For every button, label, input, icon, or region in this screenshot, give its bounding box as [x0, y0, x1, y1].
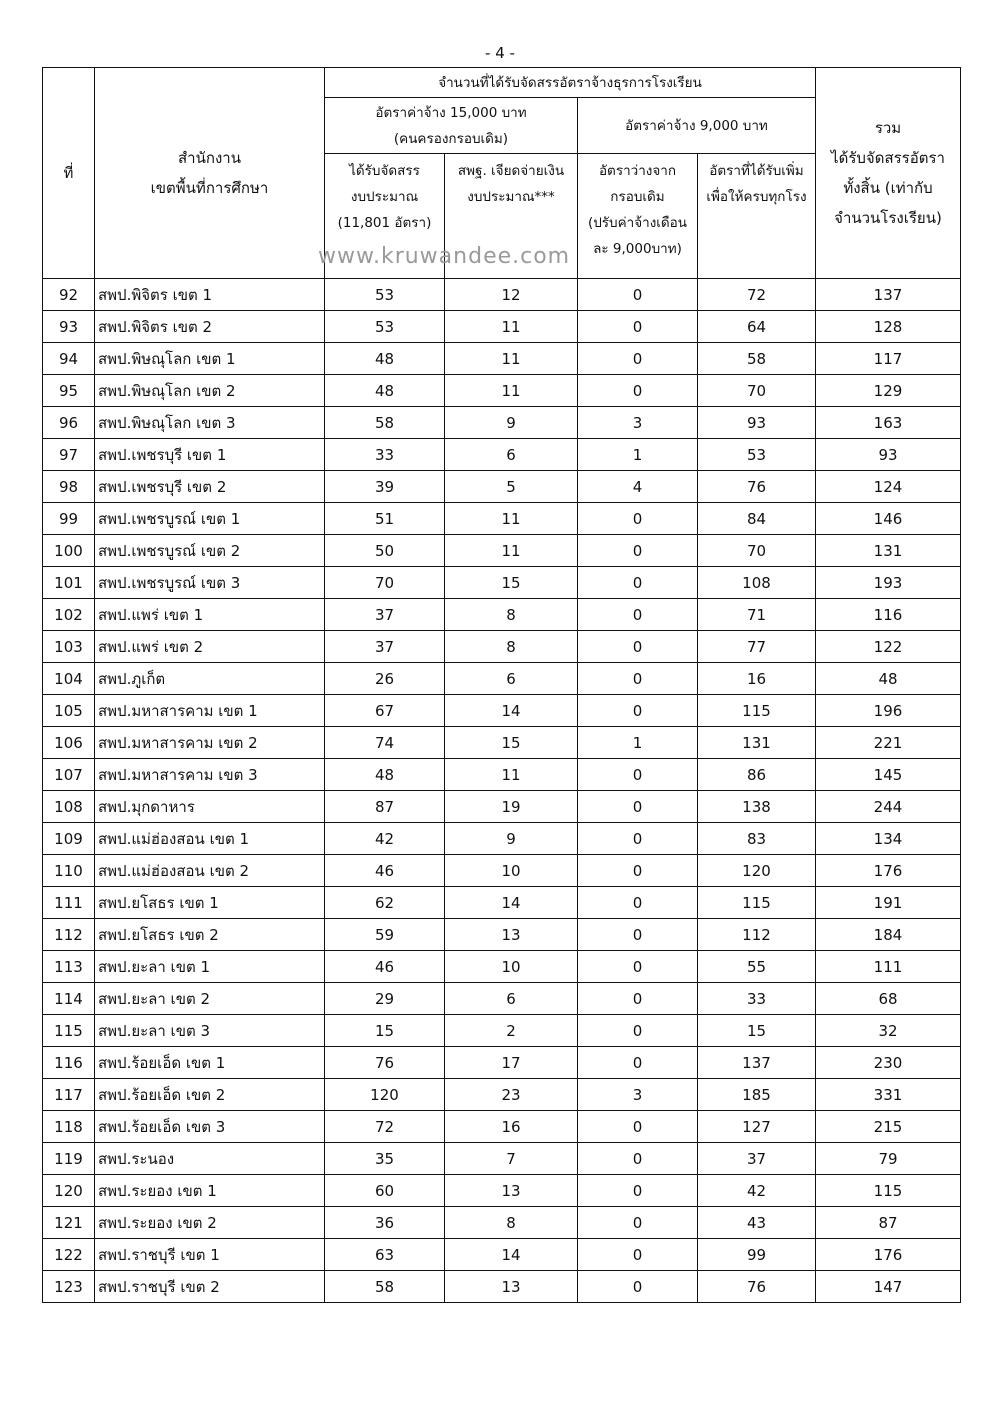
cell-total: 124	[816, 471, 961, 503]
cell-office: สพป.ภูเก็ต	[95, 663, 325, 695]
cell-budget: 35	[325, 1143, 445, 1175]
cell-office: สพป.มหาสารคาม เขต 3	[95, 759, 325, 791]
cell-vacant: 0	[578, 1239, 698, 1271]
table-row	[43, 887, 961, 919]
cell-additional: 83	[698, 823, 816, 855]
cell-total: 215	[816, 1111, 961, 1143]
cell-additional: 115	[698, 887, 816, 919]
cell-budget: 48	[325, 375, 445, 407]
cell-budget: 53	[325, 279, 445, 311]
cell-budget: 72	[325, 1111, 445, 1143]
watermark: www.kruwandee.com	[318, 244, 571, 269]
cell-office: สพป.ยะลา เขต 2	[95, 983, 325, 1015]
cell-no: 96	[43, 407, 95, 439]
cell-vacant: 0	[578, 1175, 698, 1207]
cell-office: สพป.เพชรบูรณ์ เขต 1	[95, 503, 325, 535]
cell-no: 109	[43, 823, 95, 855]
cell-additional: 185	[698, 1079, 816, 1111]
cell-office: สพป.ราชบุรี เขต 1	[95, 1239, 325, 1271]
cell-total: 116	[816, 599, 961, 631]
cell-office: สพป.มหาสารคาม เขต 1	[95, 695, 325, 727]
cell-additional: 64	[698, 311, 816, 343]
cell-saving: 6	[445, 663, 578, 695]
cell-budget: 48	[325, 343, 445, 375]
page-number: - 4 -	[485, 44, 515, 62]
cell-additional: 55	[698, 951, 816, 983]
cell-office: สพป.ยโสธร เขต 2	[95, 919, 325, 951]
table-row	[43, 567, 961, 599]
cell-vacant: 0	[578, 311, 698, 343]
cell-saving: 2	[445, 1015, 578, 1047]
cell-office: สพป.ร้อยเอ็ด เขต 3	[95, 1111, 325, 1143]
cell-saving: 10	[445, 855, 578, 887]
cell-vacant: 0	[578, 535, 698, 567]
cell-vacant: 0	[578, 1047, 698, 1079]
table-row	[43, 471, 961, 503]
cell-no: 107	[43, 759, 95, 791]
table-row	[43, 503, 961, 535]
cell-budget: 37	[325, 631, 445, 663]
cell-saving: 14	[445, 1239, 578, 1271]
cell-total: 131	[816, 535, 961, 567]
cell-no: 115	[43, 1015, 95, 1047]
cell-saving: 16	[445, 1111, 578, 1143]
cell-total: 32	[816, 1015, 961, 1047]
table-row	[43, 1207, 961, 1239]
cell-saving: 13	[445, 919, 578, 951]
cell-budget: 74	[325, 727, 445, 759]
cell-additional: 76	[698, 471, 816, 503]
cell-no: 123	[43, 1271, 95, 1303]
cell-budget: 63	[325, 1239, 445, 1271]
cell-budget: 50	[325, 535, 445, 567]
header-rate-9000: อัตราค่าจ้าง 9,000 บาท	[578, 98, 816, 154]
cell-saving: 23	[445, 1079, 578, 1111]
cell-budget: 120	[325, 1079, 445, 1111]
header-budget: ได้รับจัดสรร งบประมาณ (11,801 อัตรา)	[325, 154, 445, 279]
cell-saving: 9	[445, 823, 578, 855]
cell-office: สพป.ร้อยเอ็ด เขต 1	[95, 1047, 325, 1079]
cell-office: สพป.ยะลา เขต 3	[95, 1015, 325, 1047]
cell-total: 137	[816, 279, 961, 311]
cell-no: 119	[43, 1143, 95, 1175]
table-row	[43, 791, 961, 823]
cell-saving: 11	[445, 343, 578, 375]
header-additional: อัตราที่ได้รับเพิ่ม เพื่อให้ครบทุกโรง	[698, 154, 816, 279]
cell-total: 230	[816, 1047, 961, 1079]
cell-vacant: 0	[578, 343, 698, 375]
cell-office: สพป.เพชรบูรณ์ เขต 3	[95, 567, 325, 599]
cell-budget: 67	[325, 695, 445, 727]
cell-additional: 15	[698, 1015, 816, 1047]
cell-vacant: 1	[578, 439, 698, 471]
cell-office: สพป.เพชรบุรี เขต 1	[95, 439, 325, 471]
cell-vacant: 0	[578, 855, 698, 887]
cell-budget: 36	[325, 1207, 445, 1239]
cell-additional: 70	[698, 535, 816, 567]
cell-no: 113	[43, 951, 95, 983]
cell-vacant: 0	[578, 759, 698, 791]
cell-total: 221	[816, 727, 961, 759]
cell-office: สพป.ระยอง เขต 1	[95, 1175, 325, 1207]
cell-no: 117	[43, 1079, 95, 1111]
cell-budget: 60	[325, 1175, 445, 1207]
cell-no: 106	[43, 727, 95, 759]
cell-vacant: 0	[578, 631, 698, 663]
cell-office: สพป.แม่ฮ่องสอน เขต 1	[95, 823, 325, 855]
cell-total: 176	[816, 1239, 961, 1271]
cell-office: สพป.พิษณุโลก เขต 2	[95, 375, 325, 407]
cell-office: สพป.ระยอง เขต 2	[95, 1207, 325, 1239]
cell-saving: 8	[445, 631, 578, 663]
header-office: สำนักงาน เขตพื้นที่การศึกษา	[95, 68, 325, 279]
table-row	[43, 1111, 961, 1143]
cell-vacant: 0	[578, 951, 698, 983]
cell-saving: 11	[445, 759, 578, 791]
cell-vacant: 3	[578, 407, 698, 439]
cell-additional: 58	[698, 343, 816, 375]
cell-no: 93	[43, 311, 95, 343]
cell-additional: 72	[698, 279, 816, 311]
cell-additional: 131	[698, 727, 816, 759]
cell-office: สพป.แม่ฮ่องสอน เขต 2	[95, 855, 325, 887]
cell-additional: 84	[698, 503, 816, 535]
cell-vacant: 0	[578, 887, 698, 919]
cell-total: 87	[816, 1207, 961, 1239]
cell-budget: 15	[325, 1015, 445, 1047]
cell-office: สพป.มหาสารคาม เขต 2	[95, 727, 325, 759]
cell-vacant: 0	[578, 791, 698, 823]
cell-additional: 16	[698, 663, 816, 695]
cell-total: 111	[816, 951, 961, 983]
cell-no: 103	[43, 631, 95, 663]
cell-office: สพป.แพร่ เขต 1	[95, 599, 325, 631]
table-row	[43, 759, 961, 791]
cell-additional: 108	[698, 567, 816, 599]
cell-total: 176	[816, 855, 961, 887]
cell-budget: 39	[325, 471, 445, 503]
cell-total: 196	[816, 695, 961, 727]
cell-vacant: 0	[578, 663, 698, 695]
table-row	[43, 823, 961, 855]
cell-no: 122	[43, 1239, 95, 1271]
cell-total: 244	[816, 791, 961, 823]
cell-office: สพป.เพชรบุรี เขต 2	[95, 471, 325, 503]
cell-no: 92	[43, 279, 95, 311]
cell-office: สพป.ยะลา เขต 1	[95, 951, 325, 983]
cell-additional: 71	[698, 599, 816, 631]
table-row	[43, 1271, 961, 1303]
table-row	[43, 311, 961, 343]
cell-no: 116	[43, 1047, 95, 1079]
cell-additional: 77	[698, 631, 816, 663]
cell-saving: 9	[445, 407, 578, 439]
header-no: ที่	[43, 68, 95, 279]
cell-additional: 127	[698, 1111, 816, 1143]
cell-additional: 43	[698, 1207, 816, 1239]
cell-budget: 26	[325, 663, 445, 695]
cell-no: 112	[43, 919, 95, 951]
table-row	[43, 1015, 961, 1047]
cell-no: 120	[43, 1175, 95, 1207]
cell-budget: 46	[325, 855, 445, 887]
cell-vacant: 0	[578, 919, 698, 951]
cell-total: 163	[816, 407, 961, 439]
cell-office: สพป.พิจิตร เขต 1	[95, 279, 325, 311]
cell-saving: 15	[445, 727, 578, 759]
cell-vacant: 0	[578, 695, 698, 727]
cell-total: 193	[816, 567, 961, 599]
table-row	[43, 631, 961, 663]
cell-additional: 53	[698, 439, 816, 471]
cell-vacant: 0	[578, 503, 698, 535]
cell-additional: 70	[698, 375, 816, 407]
table-row	[43, 1047, 961, 1079]
cell-no: 95	[43, 375, 95, 407]
cell-additional: 138	[698, 791, 816, 823]
cell-no: 118	[43, 1111, 95, 1143]
cell-budget: 59	[325, 919, 445, 951]
cell-saving: 14	[445, 695, 578, 727]
cell-vacant: 0	[578, 823, 698, 855]
cell-total: 115	[816, 1175, 961, 1207]
cell-saving: 11	[445, 375, 578, 407]
cell-budget: 87	[325, 791, 445, 823]
cell-no: 98	[43, 471, 95, 503]
cell-budget: 76	[325, 1047, 445, 1079]
table-row	[43, 1175, 961, 1207]
cell-no: 94	[43, 343, 95, 375]
cell-budget: 46	[325, 951, 445, 983]
cell-office: สพป.พิษณุโลก เขต 1	[95, 343, 325, 375]
cell-additional: 115	[698, 695, 816, 727]
cell-office: สพป.มุกดาหาร	[95, 791, 325, 823]
cell-saving: 13	[445, 1271, 578, 1303]
cell-saving: 8	[445, 1207, 578, 1239]
cell-total: 122	[816, 631, 961, 663]
cell-total: 117	[816, 343, 961, 375]
cell-total: 134	[816, 823, 961, 855]
cell-saving: 7	[445, 1143, 578, 1175]
cell-saving: 8	[445, 599, 578, 631]
table-row	[43, 919, 961, 951]
cell-budget: 58	[325, 407, 445, 439]
cell-vacant: 0	[578, 1111, 698, 1143]
cell-no: 108	[43, 791, 95, 823]
cell-office: สพป.เพชรบูรณ์ เขต 2	[95, 535, 325, 567]
cell-budget: 33	[325, 439, 445, 471]
cell-budget: 37	[325, 599, 445, 631]
cell-saving: 6	[445, 439, 578, 471]
table-body	[43, 279, 961, 1303]
cell-budget: 62	[325, 887, 445, 919]
cell-saving: 12	[445, 279, 578, 311]
cell-total: 331	[816, 1079, 961, 1111]
cell-vacant: 0	[578, 1271, 698, 1303]
cell-total: 191	[816, 887, 961, 919]
cell-total: 93	[816, 439, 961, 471]
cell-office: สพป.ราชบุรี เขต 2	[95, 1271, 325, 1303]
cell-total: 145	[816, 759, 961, 791]
cell-saving: 19	[445, 791, 578, 823]
cell-budget: 42	[325, 823, 445, 855]
header-group-title: จำนวนที่ได้รับจัดสรรอัตราจ้างธุรการโรงเรียน	[325, 68, 816, 98]
cell-additional: 93	[698, 407, 816, 439]
cell-vacant: 0	[578, 599, 698, 631]
header-total: รวม ได้รับจัดสรรอัตรา ทั้งสิ้น (เท่ากับ จำนวนโรงเรียน)	[816, 68, 961, 279]
cell-total: 147	[816, 1271, 961, 1303]
table-row	[43, 407, 961, 439]
header-rate-15000: อัตราค่าจ้าง 15,000 บาท (คนครองกรอบเดิม)	[325, 98, 578, 154]
table-row	[43, 951, 961, 983]
cell-budget: 51	[325, 503, 445, 535]
cell-no: 104	[43, 663, 95, 695]
table-row	[43, 1239, 961, 1271]
cell-vacant: 0	[578, 1143, 698, 1175]
cell-additional: 99	[698, 1239, 816, 1271]
cell-additional: 112	[698, 919, 816, 951]
cell-saving: 15	[445, 567, 578, 599]
cell-saving: 11	[445, 535, 578, 567]
cell-total: 128	[816, 311, 961, 343]
cell-total: 79	[816, 1143, 961, 1175]
cell-office: สพป.ยโสธร เขต 1	[95, 887, 325, 919]
cell-saving: 10	[445, 951, 578, 983]
cell-additional: 86	[698, 759, 816, 791]
cell-saving: 17	[445, 1047, 578, 1079]
cell-additional: 76	[698, 1271, 816, 1303]
table-row	[43, 1079, 961, 1111]
header-vacant: อัตราว่างจาก กรอบเดิม (ปรับค่าจ้างเดือน ละ 9,000บาท)	[578, 154, 698, 279]
table-row	[43, 983, 961, 1015]
header-saving: สพฐ. เจียดจ่ายเงิน งบประมาณ***	[445, 154, 578, 279]
table-row	[43, 855, 961, 887]
cell-saving: 13	[445, 1175, 578, 1207]
cell-vacant: 0	[578, 1015, 698, 1047]
cell-no: 97	[43, 439, 95, 471]
cell-saving: 11	[445, 311, 578, 343]
cell-vacant: 0	[578, 983, 698, 1015]
table-row	[43, 1143, 961, 1175]
cell-total: 48	[816, 663, 961, 695]
cell-no: 110	[43, 855, 95, 887]
table-row	[43, 279, 961, 311]
cell-no: 114	[43, 983, 95, 1015]
cell-no: 121	[43, 1207, 95, 1239]
table-row	[43, 439, 961, 471]
cell-vacant: 4	[578, 471, 698, 503]
cell-budget: 70	[325, 567, 445, 599]
table-row	[43, 535, 961, 567]
cell-no: 105	[43, 695, 95, 727]
cell-office: สพป.ระนอง	[95, 1143, 325, 1175]
cell-office: สพป.พิจิตร เขต 2	[95, 311, 325, 343]
cell-additional: 33	[698, 983, 816, 1015]
cell-budget: 29	[325, 983, 445, 1015]
cell-budget: 58	[325, 1271, 445, 1303]
table-row	[43, 727, 961, 759]
cell-total: 184	[816, 919, 961, 951]
cell-budget: 48	[325, 759, 445, 791]
cell-saving: 14	[445, 887, 578, 919]
cell-total: 146	[816, 503, 961, 535]
cell-vacant: 3	[578, 1079, 698, 1111]
cell-vacant: 1	[578, 727, 698, 759]
table-row	[43, 375, 961, 407]
cell-vacant: 0	[578, 1207, 698, 1239]
table-row	[43, 599, 961, 631]
cell-vacant: 0	[578, 375, 698, 407]
cell-additional: 137	[698, 1047, 816, 1079]
cell-total: 129	[816, 375, 961, 407]
cell-office: สพป.ร้อยเอ็ด เขต 2	[95, 1079, 325, 1111]
cell-saving: 11	[445, 503, 578, 535]
cell-saving: 5	[445, 471, 578, 503]
cell-total: 68	[816, 983, 961, 1015]
cell-office: สพป.แพร่ เขต 2	[95, 631, 325, 663]
cell-no: 101	[43, 567, 95, 599]
cell-no: 99	[43, 503, 95, 535]
cell-saving: 6	[445, 983, 578, 1015]
cell-budget: 53	[325, 311, 445, 343]
cell-no: 100	[43, 535, 95, 567]
cell-no: 111	[43, 887, 95, 919]
table-row	[43, 695, 961, 727]
cell-no: 102	[43, 599, 95, 631]
cell-vacant: 0	[578, 567, 698, 599]
table-row	[43, 343, 961, 375]
cell-office: สพป.พิษณุโลก เขต 3	[95, 407, 325, 439]
cell-vacant: 0	[578, 279, 698, 311]
cell-additional: 120	[698, 855, 816, 887]
table-row	[43, 663, 961, 695]
cell-additional: 42	[698, 1175, 816, 1207]
cell-additional: 37	[698, 1143, 816, 1175]
